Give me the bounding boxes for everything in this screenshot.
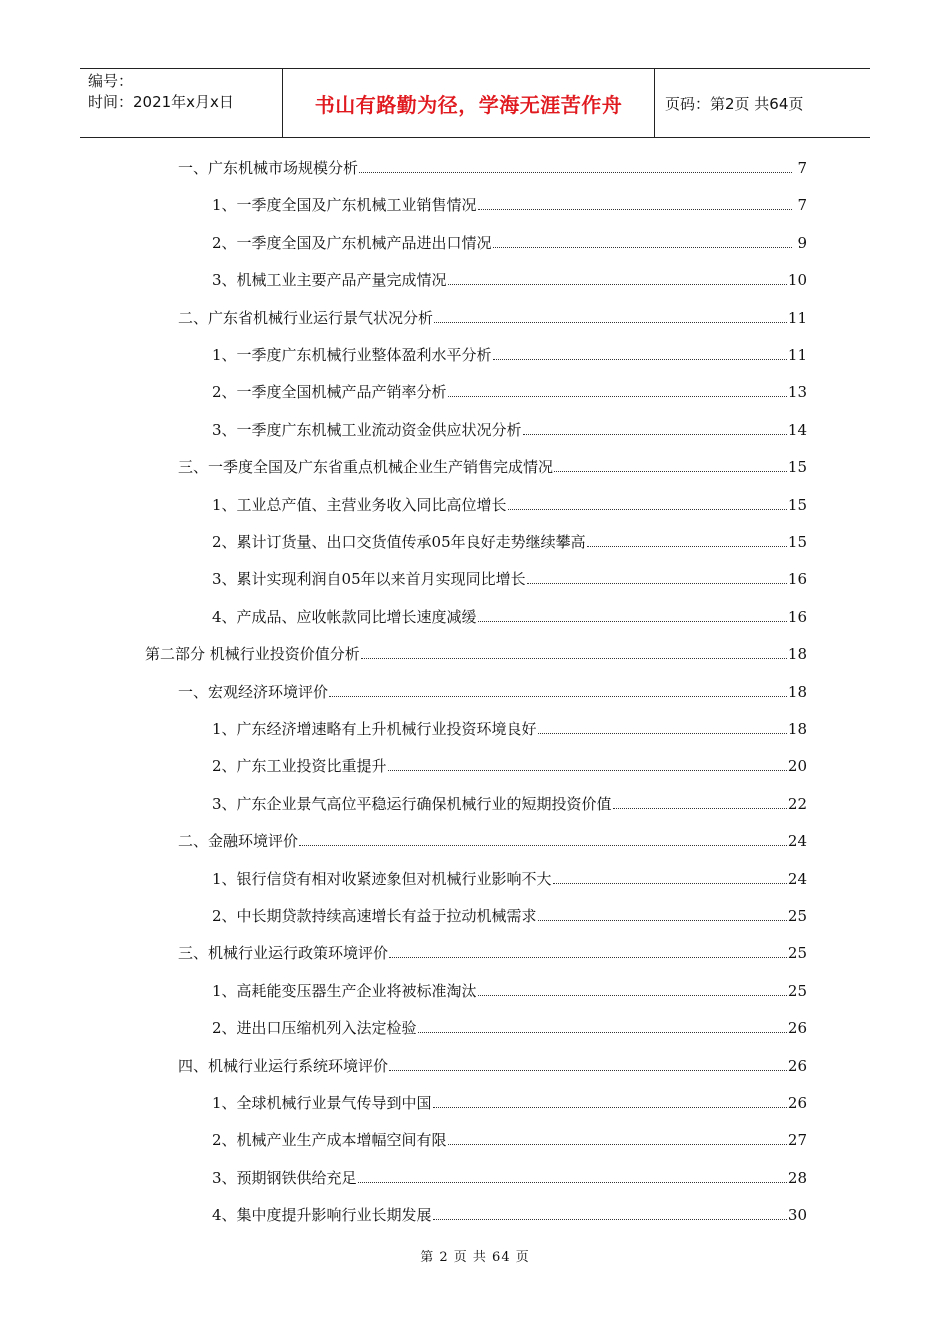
toc-entry-title: 3、广东企业景气高位平稳运行确保机械行业的短期投资价值 (212, 794, 612, 813)
toc-entry[interactable] (212, 227, 807, 253)
toc-entry-page-number: 16 (787, 570, 807, 589)
toc-entry-title: 四、机械行业运行系统环境评价 (178, 1056, 389, 1075)
toc-dot-leader (448, 1144, 787, 1145)
toc-entry-page-number: 26 (787, 1019, 807, 1038)
toc-entry[interactable] (212, 339, 807, 365)
toc-entry-page-number: 26 (787, 1094, 807, 1112)
toc-entry[interactable] (212, 750, 807, 776)
toc-dot-leader (508, 509, 787, 510)
toc-entry-page-number: 25 (787, 981, 807, 1000)
toc-entry-title: 4、产成品、应收帐款同比增长速度减缓 (212, 607, 477, 626)
toc-dot-leader (553, 883, 787, 884)
toc-entry[interactable] (178, 302, 807, 328)
toc-entry[interactable] (212, 1162, 807, 1188)
toc-entry-title: 1、广东经济增速略有上升机械行业投资环境良好 (212, 720, 537, 738)
toc-entry-page-number: 24 (787, 832, 807, 851)
toc-dot-leader (613, 808, 787, 809)
toc-entry-title: 第二部分 机械行业投资价值分析 (145, 645, 360, 664)
toc-entry-page-number: 22 (787, 794, 807, 813)
toc-entry-page-number: 11 (787, 308, 807, 327)
toc-dot-leader (433, 1219, 787, 1220)
toc-entry-title: 1、高耗能变压器生产企业将被标准淘汰 (212, 981, 477, 1000)
toc-entry-title: 2、一季度全国及广东机械产品进出口情况 (212, 233, 492, 252)
toc-entry[interactable] (212, 414, 807, 440)
toc-dot-leader (418, 1032, 787, 1033)
toc-entry[interactable] (212, 1124, 807, 1150)
toc-entry[interactable] (212, 563, 807, 589)
toc-entry-title: 1、银行信贷有相对收紧迹象但对机械行业影响不大 (212, 869, 552, 888)
toc-entry-page-number: 25 (787, 907, 807, 925)
toc-entry-page-number: 18 (787, 682, 807, 701)
toc-dot-leader (493, 247, 792, 248)
toc-entry[interactable] (212, 1012, 807, 1038)
toc-entry[interactable] (212, 900, 807, 926)
toc-entry-title: 1、一季度全国及广东机械工业销售情况 (212, 196, 477, 215)
document-date: 时间：2021年x月x日 (88, 93, 234, 111)
toc-entry[interactable] (212, 1199, 807, 1225)
toc-dot-leader (389, 957, 787, 958)
toc-dot-leader (358, 1182, 787, 1183)
toc-entry[interactable] (212, 601, 807, 627)
toc-entry[interactable] (178, 1050, 807, 1076)
toc-entry[interactable] (178, 937, 807, 963)
toc-entry[interactable] (212, 376, 807, 402)
header-meta (80, 69, 282, 137)
toc-entry-page-number: 18 (787, 645, 807, 664)
toc-dot-leader (361, 658, 787, 659)
toc-entry-title: 三、一季度全国及广东省重点机械企业生产销售完成情况 (178, 458, 554, 477)
toc-entry-page-number: 20 (787, 757, 807, 776)
toc-entry-page-number: 28 (787, 1168, 807, 1187)
toc-entry-title: 3、预期钢铁供给充足 (212, 1168, 357, 1187)
toc-entry-title: 2、广东工业投资比重提升 (212, 757, 387, 776)
toc-dot-leader (434, 322, 787, 323)
toc-entry-title: 一、广东机械市场规模分析 (178, 159, 359, 177)
toc-dot-leader (448, 396, 787, 397)
toc-entry-title: 3、一季度广东机械工业流动资金供应状况分析 (212, 420, 522, 439)
toc-entry-title: 三、机械行业运行政策环境评价 (178, 944, 389, 963)
toc-dot-leader (554, 471, 787, 472)
toc-dot-leader (359, 172, 792, 173)
toc-entry-page-number: 27 (787, 1131, 807, 1150)
toc-entry[interactable] (178, 152, 807, 178)
toc-entry-page-number: 15 (787, 495, 807, 514)
toc-entry[interactable] (212, 1087, 807, 1113)
toc-entry-title: 2、一季度全国机械产品产销率分析 (212, 383, 447, 402)
toc-entry-page-number: 7 (797, 159, 807, 177)
toc-entry-page-number: 24 (787, 869, 807, 888)
toc-entry-title: 1、一季度广东机械行业整体盈利水平分析 (212, 346, 492, 364)
toc-entry-title: 一、宏观经济环境评价 (178, 682, 329, 701)
toc-entry[interactable] (212, 788, 807, 814)
header-page-info: 页码：第2页 共64页 (665, 94, 804, 113)
toc-entry-title: 1、工业总产值、主营业务收入同比高位增长 (212, 495, 507, 514)
toc-entry-page-number: 11 (787, 346, 807, 364)
toc-dot-leader (329, 696, 787, 697)
toc-entry-title: 2、累计订货量、出口交货值传承05年良好走势继续攀高 (212, 533, 586, 551)
toc-dot-leader (448, 284, 787, 285)
toc-dot-leader (527, 583, 787, 584)
toc-dot-leader (538, 733, 787, 734)
toc-entry[interactable] (212, 975, 807, 1001)
toc-entry[interactable] (212, 863, 807, 889)
toc-entry-page-number: 16 (787, 607, 807, 626)
toc-entry-title: 4、集中度提升影响行业长期发展 (212, 1206, 432, 1225)
toc-entry-page-number: 15 (787, 533, 807, 551)
document-header (80, 68, 870, 138)
toc-entry[interactable] (212, 526, 807, 552)
toc-dot-leader (478, 209, 792, 210)
toc-dot-leader (587, 546, 787, 547)
toc-entry[interactable] (212, 713, 807, 739)
header-motto: 书山有路勤为径，学海无涯苦作舟 (282, 69, 655, 137)
toc-entry-title: 2、机械产业生产成本增幅空间有限 (212, 1131, 447, 1150)
toc-entry-page-number: 13 (787, 383, 807, 402)
toc-entry[interactable] (178, 825, 807, 851)
toc-entry-page-number: 18 (787, 720, 807, 738)
toc-entry-page-number: 7 (797, 196, 807, 215)
toc-entry-page-number: 26 (787, 1056, 807, 1075)
toc-dot-leader (523, 434, 787, 435)
toc-entry[interactable] (178, 451, 807, 477)
toc-dot-leader (493, 359, 787, 360)
toc-dot-leader (478, 621, 787, 622)
page-footer: 第 2 页 共 64 页 (420, 1250, 530, 1265)
toc-entry-title: 1、全球机械行业景气传导到中国 (212, 1094, 432, 1112)
toc-entry-title: 2、进出口压缩机列入法定检验 (212, 1019, 417, 1038)
document-number-label: 编号： (88, 72, 134, 90)
toc-entry[interactable] (145, 638, 807, 664)
toc-entry[interactable] (212, 264, 807, 290)
toc-entry-page-number: 25 (787, 944, 807, 963)
toc-entry[interactable] (212, 489, 807, 515)
toc-dot-leader (478, 995, 787, 996)
toc-dot-leader (299, 845, 787, 846)
toc-entry-page-number: 14 (787, 420, 807, 439)
toc-entry-page-number: 9 (797, 233, 807, 252)
toc-entry-title: 2、中长期贷款持续高速增长有益于拉动机械需求 (212, 907, 537, 925)
toc-dot-leader (389, 1070, 787, 1071)
toc-entry-page-number: 15 (787, 458, 807, 477)
toc-entry-title: 二、广东省机械行业运行景气状况分析 (178, 308, 434, 327)
toc-entry[interactable] (212, 189, 807, 215)
toc-entry-title: 二、金融环境评价 (178, 832, 299, 851)
toc-entry-title: 3、机械工业主要产品产量完成情况 (212, 271, 447, 290)
toc-dot-leader (388, 770, 787, 771)
toc-entry-title: 3、累计实现利润自05年以来首月实现同比增长 (212, 570, 526, 589)
toc-dot-leader (433, 1107, 787, 1108)
toc-dot-leader (538, 920, 787, 921)
toc-entry-page-number: 30 (787, 1206, 807, 1225)
toc-entry[interactable] (178, 676, 807, 702)
toc-entry-page-number: 10 (787, 271, 807, 290)
